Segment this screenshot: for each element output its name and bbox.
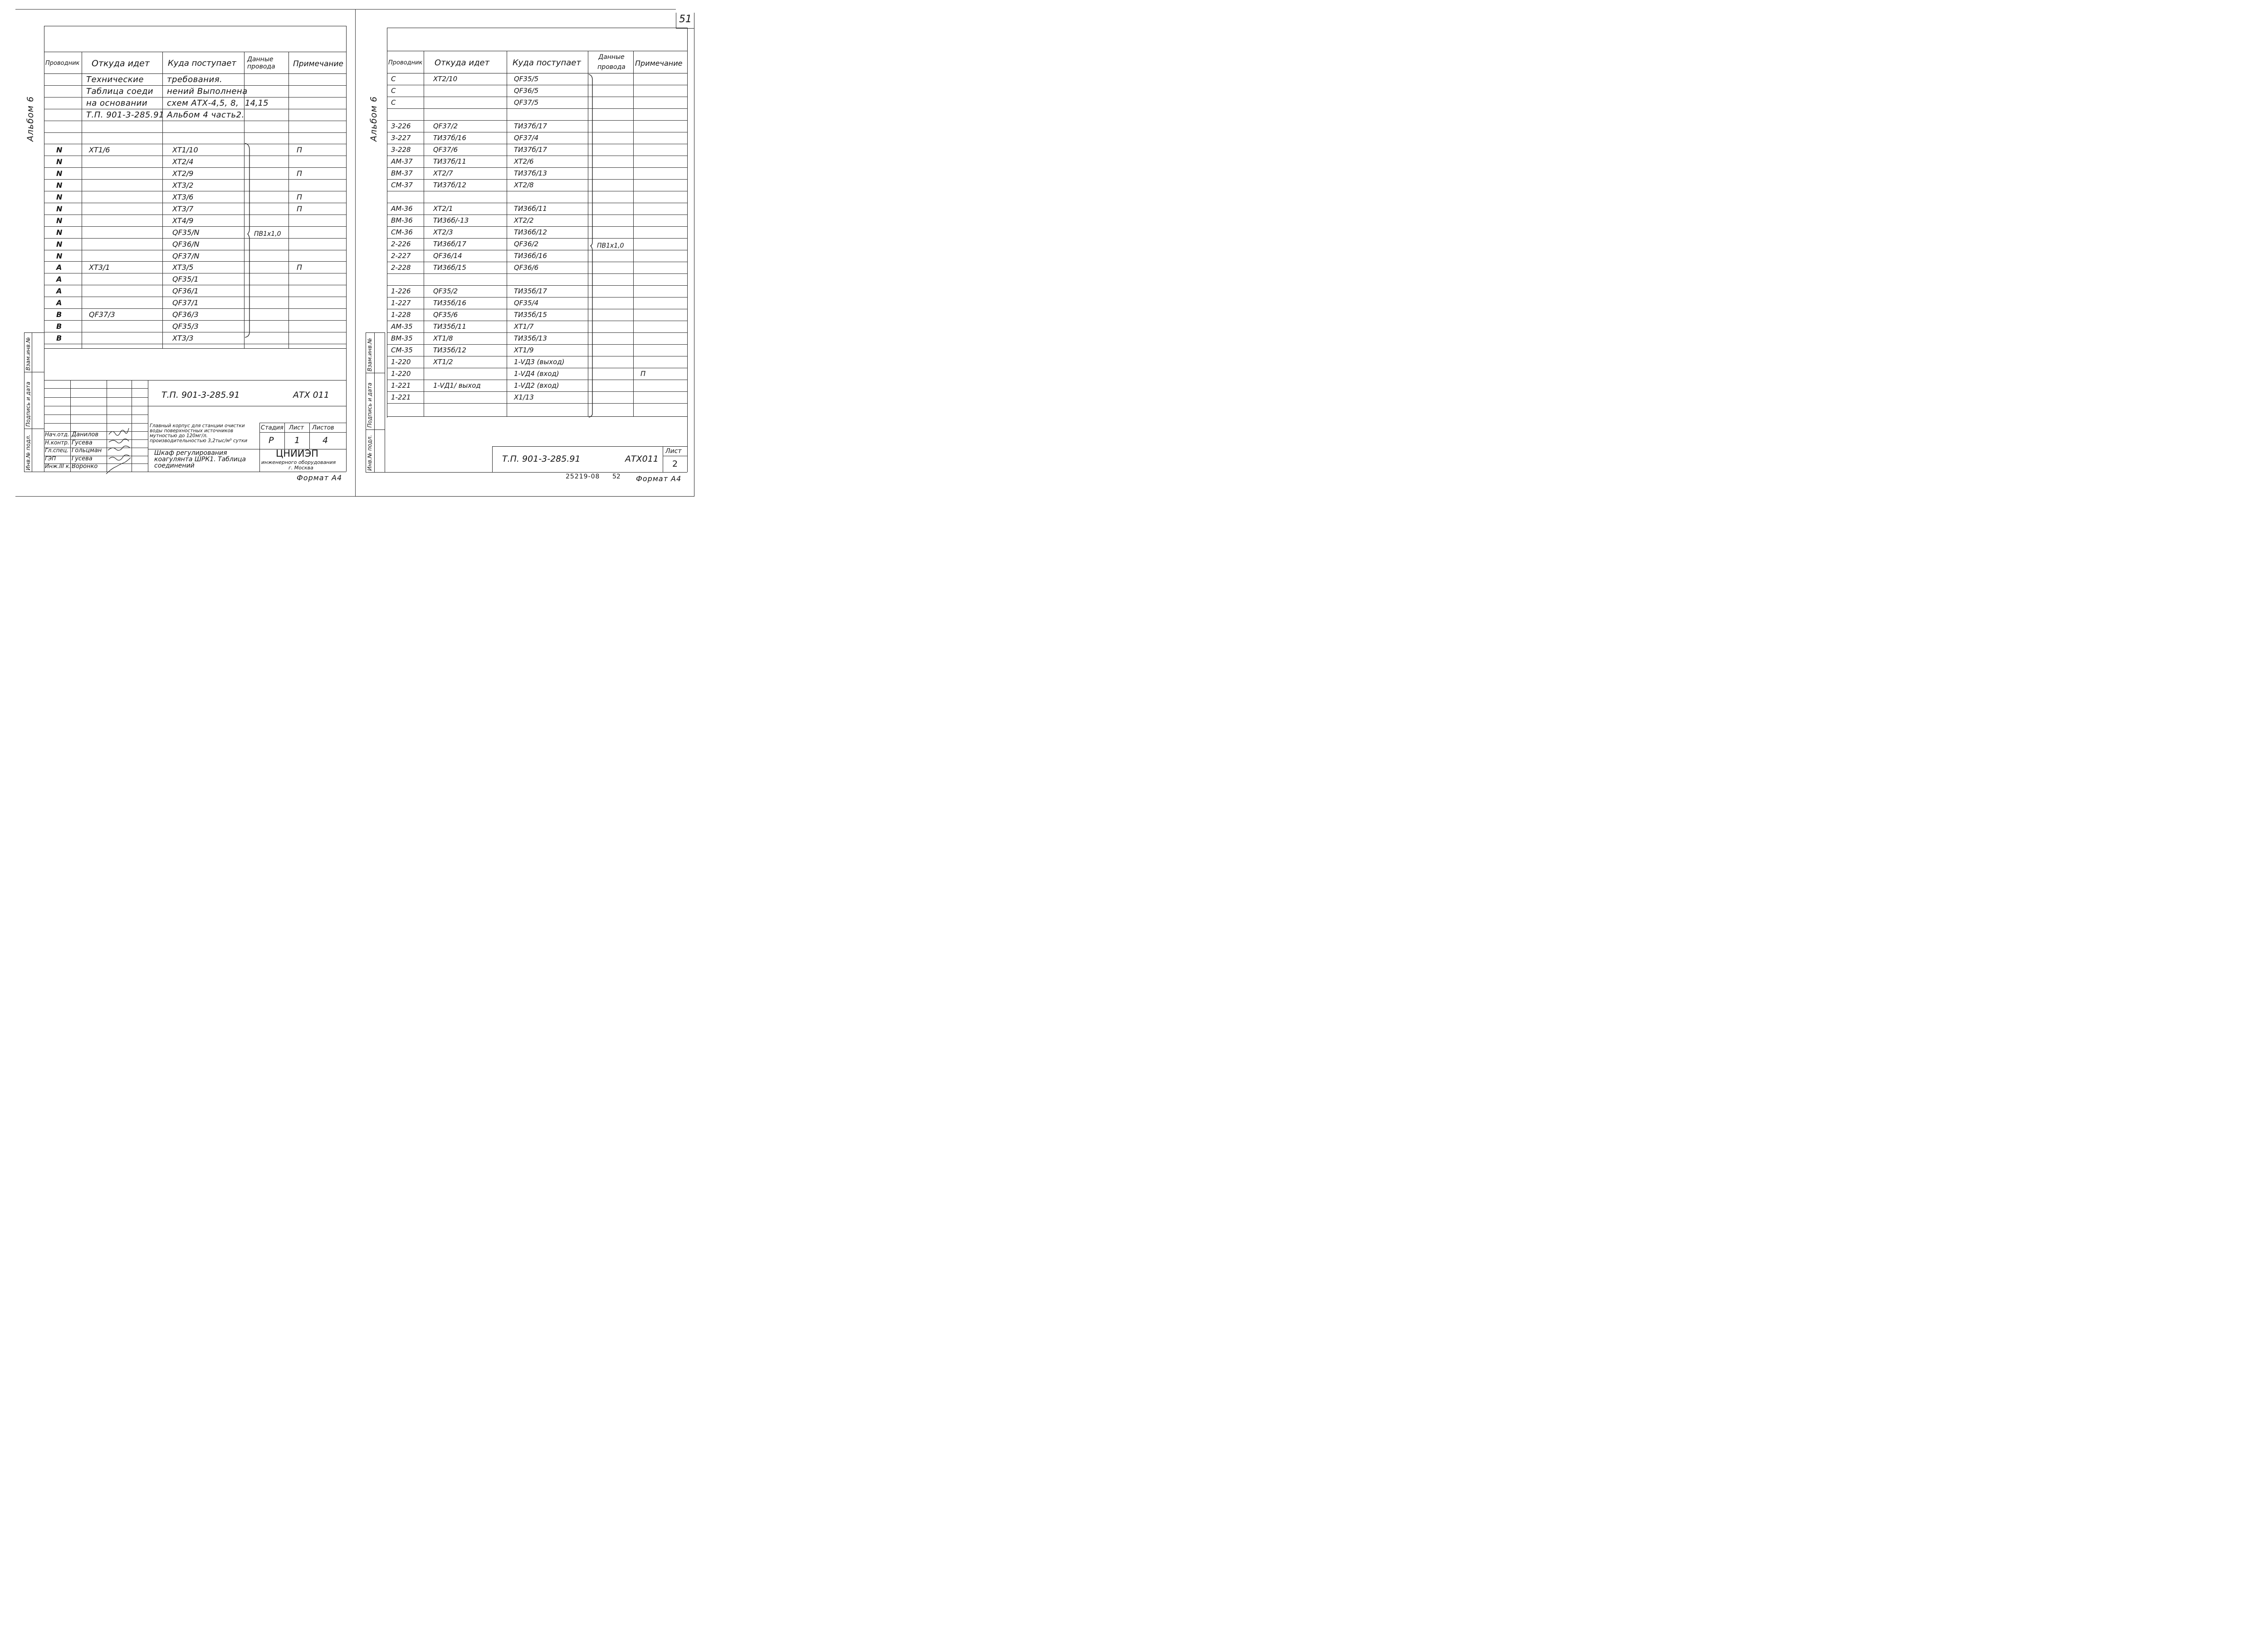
sheet-number: 51 xyxy=(679,14,692,25)
r-hdr-conductor: Проводник xyxy=(388,59,423,66)
left-row-conductor: N xyxy=(56,216,63,225)
right-row-conductor: 1-220 xyxy=(391,370,411,378)
left-row-to: QF35/N xyxy=(172,228,200,237)
right-row-conductor: 1-227 xyxy=(391,299,411,307)
right-row-conductor: AM-36 xyxy=(391,205,413,213)
right-row-conductor: 3-227 xyxy=(391,134,411,142)
left-row-to: XT3/2 xyxy=(172,181,194,190)
archive-number: 25219-08 xyxy=(566,473,600,480)
right-row-to: ТИ37б/17 xyxy=(514,146,547,154)
right-stamp-inner xyxy=(374,332,375,472)
right-row-to: QF37/4 xyxy=(514,134,539,142)
right-row-conductor: AM-35 xyxy=(391,322,413,331)
drawing-sheet xyxy=(0,0,703,505)
right-row-from: ТИ35б/11 xyxy=(433,322,466,331)
left-row-to: QF37/N xyxy=(172,251,200,260)
right-row-to: ТИ35б/15 xyxy=(514,311,547,319)
right-row-conductor: 2-227 xyxy=(391,252,411,260)
left-format-label: Формат А4 xyxy=(297,473,342,482)
signer-role: Гл.спец. xyxy=(45,447,68,454)
tb-sheet-title: Шкаф регулирования коагулянта ШРК1. Таблица соединений xyxy=(154,449,246,469)
left-row-conductor: B xyxy=(56,310,62,319)
right-row-to: ТИ35б/13 xyxy=(514,334,547,342)
tb-org-sub: инженерного оборудования xyxy=(261,459,336,465)
signer-role: Нач.отд. xyxy=(45,431,69,438)
right-row-to: ТИ37б/17 xyxy=(514,122,547,130)
right-row-conductor: 1-226 xyxy=(391,287,411,295)
left-row-to: QF36/3 xyxy=(172,310,199,319)
signer-name: Воронко xyxy=(72,463,98,470)
left-row-conductor: N xyxy=(56,146,63,155)
left-row-to: XT3/5 xyxy=(172,263,194,272)
right-row-conductor: 1-228 xyxy=(391,311,411,319)
left-row-from: XT3/1 xyxy=(89,263,110,272)
r-tb-sheet-label: Лист xyxy=(665,448,682,455)
right-row-to: QF36/5 xyxy=(514,87,539,95)
right-row-conductor: 2-228 xyxy=(391,263,411,272)
left-album-label: Альбом 6 xyxy=(25,96,35,141)
left-row-to: QF36/1 xyxy=(172,287,199,296)
right-wire-data: ПВ1х1,0 xyxy=(597,242,624,249)
req-text-b: нений Выполнена xyxy=(167,86,248,96)
hdr-to: Куда поступает xyxy=(168,59,236,68)
right-row-from: XT1/8 xyxy=(433,334,453,342)
right-row-conductor: BM-37 xyxy=(391,169,413,177)
tb-project-title: Главный корпус для станции очистки воды поверхностных источников мутностью до 120мг/л. производительностью 3,2тыс/м³ сутки xyxy=(150,423,248,444)
right-row-to: ТИ35б/17 xyxy=(514,287,547,295)
left-row-note: П xyxy=(297,263,303,272)
right-row-to: XT1/7 xyxy=(514,322,534,331)
left-row-note: П xyxy=(297,169,303,178)
left-row-conductor: N xyxy=(56,228,63,237)
signer-name: Гольцман xyxy=(72,447,102,454)
right-row-from: ТИ37б/16 xyxy=(433,134,466,142)
right-row-from: ТИ35б/12 xyxy=(433,346,466,354)
req-text-a: на основании xyxy=(86,98,148,108)
left-row-conductor: N xyxy=(56,251,63,260)
right-row-to: QF36/2 xyxy=(514,240,539,248)
tb-stage: Р xyxy=(269,435,274,445)
left-row-conductor: N xyxy=(56,204,63,213)
left-row-note: П xyxy=(297,193,303,201)
right-stamp-label-3: Инв.№ подл. xyxy=(367,435,373,471)
left-wire-data: ПВ1х1,0 xyxy=(254,230,281,238)
right-row-conductor: 3-228 xyxy=(391,146,411,154)
right-row-from: ТИ37б/12 xyxy=(433,181,466,189)
left-row-conductor: N xyxy=(56,193,63,201)
left-row-to: XT3/6 xyxy=(172,193,194,201)
tb-org-city: г. Москва xyxy=(288,465,313,471)
left-row-from: XT1/6 xyxy=(89,146,110,155)
req-text-b: требования. xyxy=(167,75,223,84)
right-row-from: QF36/14 xyxy=(433,252,462,260)
right-row-to: QF35/5 xyxy=(514,75,539,83)
right-brace xyxy=(0,0,703,505)
left-row-to: QF35/1 xyxy=(172,275,199,284)
signer-name: Данилов xyxy=(72,431,98,438)
right-row-from: ТИ36б/17 xyxy=(433,240,466,248)
left-row-conductor: N xyxy=(56,239,63,249)
right-row-to: ТИ37б/13 xyxy=(514,169,547,177)
right-row-from: QF35/2 xyxy=(433,287,458,295)
right-row-from: XT2/7 xyxy=(433,169,453,177)
right-row-to: XT2/6 xyxy=(514,157,534,166)
tb-org-name: ЦНИИЭП xyxy=(276,448,318,459)
archive-page: 52 xyxy=(612,473,621,480)
right-row-to: ТИ36б/16 xyxy=(514,252,547,260)
signer-name: Гусева xyxy=(72,455,93,462)
right-row-conductor: 1-221 xyxy=(391,393,411,401)
left-row-note: П xyxy=(297,204,303,213)
right-row-from: XT2/3 xyxy=(433,228,453,236)
r-tb-doc-code: Т.П. 901-3-285.91 xyxy=(502,454,581,464)
r-hdr-note: Примечание xyxy=(635,59,683,68)
signer-role: Инж.III к. xyxy=(45,463,71,470)
signer-role: Н.контр. xyxy=(45,439,69,446)
left-row-to: XT4/9 xyxy=(172,216,194,225)
tb-doc-code: Т.П. 901-3-285.91 xyxy=(161,390,240,400)
r-tb-sheet: 2 xyxy=(672,459,678,469)
right-row-from: ТИ35б/16 xyxy=(433,299,466,307)
left-row-note: П xyxy=(297,146,303,155)
right-album-label: Альбом 6 xyxy=(369,96,379,141)
right-row-conductor: C xyxy=(391,87,396,95)
right-stamp-label-2: Подпись и дата xyxy=(367,382,373,428)
right-row-to: 1-VД2 (вход) xyxy=(514,381,559,390)
signer-name: Гусева xyxy=(72,439,93,446)
right-row-from: QF37/6 xyxy=(433,146,458,154)
right-row-conductor: CM-37 xyxy=(391,181,413,189)
right-row-to: 1-VД3 (выход) xyxy=(514,358,565,366)
req-text-a: Технические xyxy=(86,75,144,84)
left-row-conductor: A xyxy=(56,275,62,284)
right-row-conductor: 1-221 xyxy=(391,381,411,390)
r-hdr-wire-data: Данные провода xyxy=(597,54,626,71)
right-row-from: ТИ36б/-13 xyxy=(433,216,469,224)
right-row-to: ТИ36б/12 xyxy=(514,228,547,236)
left-row-to: QF37/1 xyxy=(172,298,199,307)
right-row-conductor: C xyxy=(391,75,396,83)
left-row-conductor: N xyxy=(56,169,63,178)
left-row-to: QF36/N xyxy=(172,239,200,249)
left-stamp-label-1: Взам.инв.№ xyxy=(25,337,31,371)
left-row-conductor: A xyxy=(56,287,62,296)
tb-sheet: 1 xyxy=(294,435,300,445)
right-stamp-div-2 xyxy=(366,429,385,430)
right-row-conductor: 2-226 xyxy=(391,240,411,248)
right-row-conductor: CM-35 xyxy=(391,346,413,354)
right-row-to: ТИ36б/11 xyxy=(514,205,547,213)
left-row-conductor: A xyxy=(56,298,62,307)
right-row-to: XT2/2 xyxy=(514,216,534,224)
hdr-conductor: Проводник xyxy=(45,60,80,67)
right-row-conductor: AM-37 xyxy=(391,157,413,166)
left-row-to: XT3/3 xyxy=(172,333,194,342)
right-stamp-top xyxy=(366,332,385,333)
right-row-from: XT1/2 xyxy=(433,358,453,366)
r-hdr-from: Откуда идет xyxy=(435,58,490,68)
left-row-to: XT2/9 xyxy=(172,169,194,178)
tb-sheets-label: Листов xyxy=(312,424,334,431)
right-row-from: ТИ36б/15 xyxy=(433,263,466,272)
left-row-conductor: A xyxy=(56,263,62,272)
r-tb-sheet-code: АТХ011 xyxy=(625,454,659,464)
right-row-to: QF37/5 xyxy=(514,98,539,107)
left-row-to: XT3/7 xyxy=(172,204,194,213)
right-row-from: QF37/2 xyxy=(433,122,458,130)
tb-sheets: 4 xyxy=(323,435,328,445)
right-row-conductor: CM-36 xyxy=(391,228,413,236)
right-row-conductor: C xyxy=(391,98,396,107)
req-text-a: Таблица соеди xyxy=(86,86,153,96)
r-tb-top xyxy=(492,446,687,447)
right-row-from: XT2/1 xyxy=(433,205,453,213)
right-row-conductor: 3-226 xyxy=(391,122,411,130)
signer-role: ГЭП xyxy=(45,455,56,462)
right-row-to: XT2/8 xyxy=(514,181,534,189)
left-stamp-label-3: Инв.№ подл. xyxy=(25,434,31,470)
right-row-conductor: BM-35 xyxy=(391,334,413,342)
left-row-conductor: N xyxy=(56,157,63,166)
right-row-from: XT2/10 xyxy=(433,75,458,83)
req-text-b: Альбом 4 часть2. xyxy=(167,110,244,120)
r-tb-left xyxy=(492,446,493,472)
left-row-from: QF37/3 xyxy=(89,310,115,319)
right-row-from: QF35/6 xyxy=(433,311,458,319)
left-row-conductor: N xyxy=(56,181,63,190)
right-row-to: X1/13 xyxy=(514,393,534,401)
req-text-b: схем АТХ-4,5, 8, xyxy=(167,98,239,108)
tb-stage-label: Стадия xyxy=(261,424,284,431)
left-row-conductor: B xyxy=(56,333,62,342)
r-hdr-to: Куда поступает xyxy=(513,58,581,68)
hdr-wire-data: Данные провода xyxy=(247,56,275,71)
right-row-note: П xyxy=(640,370,646,378)
right-row-to: 1-VД4 (вход) xyxy=(514,370,559,378)
right-row-from: 1-VД1/ выход xyxy=(433,381,481,390)
tb-sheet-code: АТХ 011 xyxy=(293,390,329,400)
req-text-c: 14,15 xyxy=(245,98,269,108)
hdr-from: Откуда идет xyxy=(92,59,150,68)
hdr-note: Примечание xyxy=(293,59,343,68)
right-row-to: XT1/9 xyxy=(514,346,534,354)
left-row-to: XT1/10 xyxy=(172,146,198,155)
right-stamp-label-1: Взам.инв.№ xyxy=(367,338,373,371)
tb-sheet-label: Лист xyxy=(289,424,304,431)
req-text-a: Т.П. 901-3-285.91 xyxy=(86,110,164,120)
right-row-to: QF35/4 xyxy=(514,299,539,307)
right-format-label: Формат А4 xyxy=(636,474,682,483)
left-stamp-label-2: Подпись и дата xyxy=(25,381,31,427)
right-row-conductor: 1-220 xyxy=(391,358,411,366)
left-row-conductor: B xyxy=(56,322,62,331)
right-row-from: ТИ37б/11 xyxy=(433,157,466,166)
right-row-to: QF36/6 xyxy=(514,263,539,272)
left-row-to: QF35/3 xyxy=(172,322,199,331)
right-row-conductor: BM-36 xyxy=(391,216,413,224)
left-row-to: XT2/4 xyxy=(172,157,194,166)
